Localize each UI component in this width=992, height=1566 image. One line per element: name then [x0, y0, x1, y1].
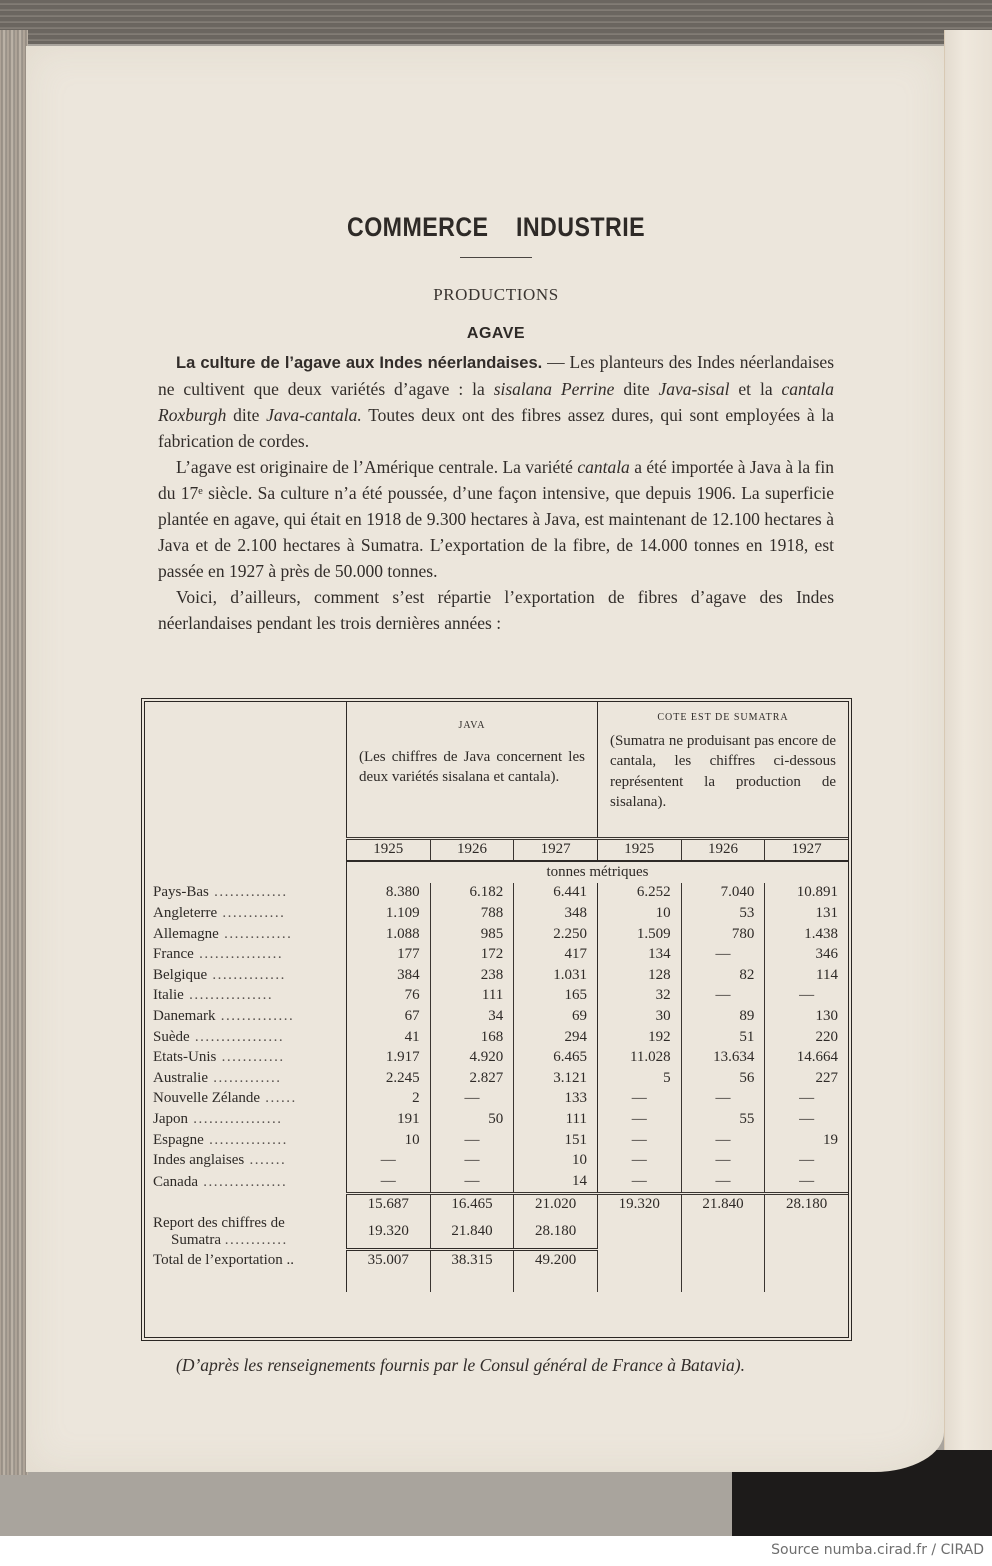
value-cell: —: [597, 1150, 681, 1171]
value-cell: 89: [681, 1006, 765, 1027]
report-cell: 21.840: [430, 1215, 514, 1249]
value-cell: 41: [346, 1027, 430, 1048]
page-content: [158, 212, 834, 636]
value-cell: 56: [681, 1068, 765, 1089]
empty-label: [145, 1271, 346, 1292]
report-label-line-1: Report des chiffres de: [153, 1215, 285, 1232]
value-cell: 1.031: [514, 965, 598, 986]
country-label: [145, 1006, 346, 1027]
value-cell: —: [597, 1171, 681, 1193]
value-cell: 191: [346, 1109, 430, 1130]
value-cell: 55: [681, 1109, 765, 1130]
empty-cell: [597, 1271, 681, 1292]
sumatra-header: [597, 702, 848, 838]
subtotal-cell: 15.687: [346, 1193, 430, 1215]
source-credit: Source numba.cirad.fr / CIRAD: [771, 1542, 984, 1558]
table-row: [145, 1171, 848, 1193]
java-header: [346, 702, 597, 838]
subtotal-cell: 28.180: [765, 1193, 848, 1215]
report-row: [145, 1215, 848, 1249]
year-java-1927: 1927: [514, 838, 598, 861]
country-name: Indes anglaises: [153, 1152, 245, 1169]
value-cell: 5: [597, 1068, 681, 1089]
value-cell: —: [681, 986, 765, 1007]
text-run: dite: [226, 405, 267, 425]
value-cell: 76: [346, 986, 430, 1007]
italic-term: Java-sisal: [658, 379, 730, 399]
subhead: PRODUCTIONS: [433, 285, 559, 304]
country-name: Pays-Bas: [153, 884, 209, 901]
value-cell: 10.891: [765, 883, 848, 904]
value-cell: 67: [346, 1006, 430, 1027]
country-label: [145, 986, 346, 1007]
table-row: [145, 1068, 848, 1089]
table-row: [145, 944, 848, 965]
value-cell: 348: [514, 903, 598, 924]
country-name: Australie: [153, 1069, 208, 1086]
country-name: Nouvelle Zélande: [153, 1090, 261, 1107]
value-cell: —: [765, 1109, 848, 1130]
value-cell: 10: [346, 1130, 430, 1151]
value-cell: 2: [346, 1089, 430, 1110]
value-cell: 1.088: [346, 924, 430, 945]
empty-cell: [681, 1271, 765, 1292]
value-cell: 114: [765, 965, 848, 986]
value-cell: —: [681, 1130, 765, 1151]
value-cell: 3.121: [514, 1068, 598, 1089]
next-page-edge: [944, 30, 992, 1450]
source-note: (D’après les renseignements fournis par le Consul général de France à Batavia).: [176, 1355, 745, 1375]
total-cell: 49.200: [514, 1249, 598, 1271]
value-cell: 10: [597, 903, 681, 924]
country-name: Allemagne: [153, 925, 219, 942]
text-run: a été importée à Java à la fin du 17ᵉ siècle. Sa culture n’a été poussée, d’une façon intensive, que depuis 1906. La superficie plantée en agave, qui était en 1918 de 9.300 hectares à Java, est maintenant de 12.100 hectares à Java et de 2.100 hectares à Sumatra. L’exportation de la fibre, de 14.000 tonnes en 1918, est passée en 1927 à près de 50.000 tonnes.: [158, 457, 835, 581]
report-label-text: Sumatra: [171, 1232, 221, 1249]
value-cell: 133: [514, 1089, 598, 1110]
value-cell: —: [430, 1150, 514, 1171]
value-cell: 985: [430, 924, 514, 945]
country-label: [145, 944, 346, 965]
value-cell: 51: [681, 1027, 765, 1048]
value-cell: 69: [514, 1006, 598, 1027]
value-cell: 2.827: [430, 1068, 514, 1089]
value-cell: —: [765, 986, 848, 1007]
empty-cell: [430, 1271, 514, 1292]
paragraph-1: [158, 349, 834, 454]
country-name: Suède: [153, 1028, 190, 1045]
value-cell: 32: [597, 986, 681, 1007]
leader-dots: ............: [216, 1049, 285, 1066]
leader-dots: ................: [193, 946, 284, 963]
text-run: dite: [614, 379, 659, 399]
table-row: [145, 1089, 848, 1110]
empty-corner: [145, 702, 346, 838]
value-cell: 172: [430, 944, 514, 965]
table-row: [145, 986, 848, 1007]
empty-cell: [765, 1271, 848, 1292]
value-cell: 227: [765, 1068, 848, 1089]
value-cell: —: [681, 1150, 765, 1171]
leader-dots: ..............: [207, 966, 286, 983]
text-run: L’agave est originaire de l’Amérique centrale. La variété: [176, 457, 578, 477]
value-cell: 1.109: [346, 903, 430, 924]
value-cell: —: [765, 1171, 848, 1193]
value-cell: 134: [597, 944, 681, 965]
empty-cell: [346, 1271, 430, 1292]
country-label: [145, 1150, 346, 1171]
country-label: [145, 903, 346, 924]
leader-dots: .............: [218, 925, 293, 942]
leader-dots: ..............: [208, 884, 288, 901]
value-cell: —: [430, 1130, 514, 1151]
value-cell: 111: [430, 986, 514, 1007]
country-label: [145, 1130, 346, 1151]
value-cell: 14.664: [765, 1047, 848, 1068]
country-name: Japon: [153, 1111, 188, 1128]
year-sumatra-1925: 1925: [597, 838, 681, 861]
total-cell: 38.315: [430, 1249, 514, 1271]
value-cell: —: [430, 1089, 514, 1110]
table-row: [145, 1109, 848, 1130]
value-cell: 177: [346, 944, 430, 965]
value-cell: 417: [514, 944, 598, 965]
export-table-frame: [141, 698, 852, 1341]
empty-cell: [765, 1249, 848, 1271]
leader-dots: ................: [197, 1173, 288, 1190]
title-rule: [460, 257, 532, 258]
value-cell: 30: [597, 1006, 681, 1027]
value-cell: —: [430, 1171, 514, 1193]
value-cell: 128: [597, 965, 681, 986]
value-cell: 220: [765, 1027, 848, 1048]
value-cell: —: [597, 1130, 681, 1151]
value-cell: 82: [681, 965, 765, 986]
report-label-line-2: [153, 1232, 336, 1249]
value-cell: 780: [681, 924, 765, 945]
leader-dots: ..............: [215, 1008, 295, 1025]
value-cell: 1.509: [597, 924, 681, 945]
value-cell: 130: [765, 1006, 848, 1027]
year-java-1926: 1926: [430, 838, 514, 861]
table-row: [145, 965, 848, 986]
group-header-row: [145, 702, 848, 838]
value-cell: 6.465: [514, 1047, 598, 1068]
italic-term: cantala: [577, 457, 630, 477]
value-cell: 294: [514, 1027, 598, 1048]
value-cell: 168: [430, 1027, 514, 1048]
country-label: [145, 924, 346, 945]
leader-dots: .............: [207, 1069, 282, 1086]
unit-row: [145, 861, 848, 883]
italic-term: Java-cantala.: [266, 405, 362, 425]
java-title: JAVA: [458, 720, 486, 731]
country-label: [145, 965, 346, 986]
export-table: [145, 702, 848, 1292]
value-cell: 2.245: [346, 1068, 430, 1089]
country-name: Belgique: [153, 966, 208, 983]
subtotal-cell: 21.840: [681, 1193, 765, 1215]
unit-label: tonnes métriques: [346, 861, 848, 883]
country-label: [145, 1068, 346, 1089]
value-cell: 151: [514, 1130, 598, 1151]
country-label: [145, 1047, 346, 1068]
leader-dots: ............: [224, 1232, 288, 1249]
table-row: [145, 1150, 848, 1171]
empty-label: [145, 838, 346, 861]
value-cell: 13.634: [681, 1047, 765, 1068]
value-cell: 4.920: [430, 1047, 514, 1068]
country-label: [145, 883, 346, 904]
value-cell: 346: [765, 944, 848, 965]
subtotal-cell: 19.320: [597, 1193, 681, 1215]
value-cell: 14: [514, 1171, 598, 1193]
table-row: [145, 1047, 848, 1068]
country-label: [145, 1089, 346, 1110]
total-cell: 35.007: [346, 1249, 430, 1271]
country-label: [145, 1171, 346, 1193]
value-cell: 1.438: [765, 924, 848, 945]
table-row: [145, 903, 848, 924]
paragraph-2: [158, 454, 834, 584]
year-java-1925: 1925: [346, 838, 430, 861]
leader-dots: .................: [188, 1111, 283, 1128]
value-cell: —: [681, 1171, 765, 1193]
empty-cell: [597, 1215, 681, 1249]
value-cell: 6.441: [514, 883, 598, 904]
value-cell: 7.040: [681, 883, 765, 904]
leader-dots: ............: [217, 905, 286, 922]
country-name: Danemark: [153, 1008, 216, 1025]
total-label: Total de l’exportation ..: [153, 1251, 294, 1268]
value-cell: 192: [597, 1027, 681, 1048]
section-title: COMMERCE INDUSTRIE: [346, 212, 645, 242]
value-cell: —: [597, 1089, 681, 1110]
paragraph-lead: La culture de l’agave aux Indes néerlandaises.: [176, 354, 543, 372]
value-cell: 238: [430, 965, 514, 986]
sumatra-title: COTE EST DE SUMATRA: [657, 712, 789, 723]
country-name: Espagne: [153, 1131, 204, 1148]
text-run: et la: [729, 379, 782, 399]
country-name: Canada: [153, 1173, 198, 1190]
empty-cell: [681, 1215, 765, 1249]
country-name: France: [153, 946, 194, 963]
empty-label: [145, 861, 346, 883]
value-cell: 34: [430, 1006, 514, 1027]
value-cell: —: [765, 1150, 848, 1171]
value-cell: 131: [765, 903, 848, 924]
book-top-edge: [0, 0, 992, 44]
report-cell: 28.180: [514, 1215, 598, 1249]
value-cell: 6.252: [597, 883, 681, 904]
empty-cell: [681, 1249, 765, 1271]
year-sumatra-1926: 1926: [681, 838, 765, 861]
paragraph-3: Voici, d’ailleurs, comment s’est répartie l’exportation de fibres d’agave des Indes néerlandaises pendant les trois dernières années :: [158, 587, 834, 633]
value-cell: —: [597, 1109, 681, 1130]
text-run: — Les planteurs des Indes néerlandaises ne cultivent que deux variétés d’agave : la: [158, 352, 834, 399]
year-row: [145, 838, 848, 861]
value-cell: 111: [514, 1109, 598, 1130]
table-row: [145, 924, 848, 945]
topic-heading: AGAVE: [466, 325, 526, 342]
value-cell: —: [681, 944, 765, 965]
book-left-edge: [0, 30, 28, 1475]
value-cell: —: [765, 1089, 848, 1110]
italic-term: cantala Roxburgh: [158, 379, 835, 425]
table-row: [145, 1027, 848, 1048]
table-row: [145, 1130, 848, 1151]
italic-term: sisalana Perrine: [493, 379, 615, 399]
value-cell: —: [681, 1089, 765, 1110]
leader-dots: .................: [189, 1028, 285, 1045]
value-cell: 2.250: [514, 924, 598, 945]
table-row: [145, 883, 848, 904]
year-sumatra-1927: 1927: [765, 838, 848, 861]
country-name: Angleterre: [153, 905, 218, 922]
country-label: [145, 1027, 346, 1048]
table-row: [145, 1006, 848, 1027]
subtotal-cell: 16.465: [430, 1193, 514, 1215]
tail-row: [145, 1271, 848, 1292]
subtotal-row: [145, 1193, 848, 1215]
sumatra-note: (Sumatra ne produisant pas encore de cantala, les chiffres ci-dessous représentent la production de sisalana).: [609, 732, 836, 810]
value-cell: 788: [430, 903, 514, 924]
country-name: Etats-Unis: [153, 1049, 217, 1066]
value-cell: 1.917: [346, 1047, 430, 1068]
value-cell: 165: [514, 986, 598, 1007]
empty-cell: [765, 1215, 848, 1249]
total-row: [145, 1249, 848, 1271]
leader-dots: .......: [244, 1152, 287, 1169]
value-cell: 8.380: [346, 883, 430, 904]
leader-dots: ................: [183, 987, 274, 1004]
value-cell: —: [346, 1171, 430, 1193]
value-cell: 19: [765, 1130, 848, 1151]
value-cell: 53: [681, 903, 765, 924]
value-cell: —: [346, 1150, 430, 1171]
value-cell: 384: [346, 965, 430, 986]
report-label: [145, 1215, 346, 1249]
leader-dots: ......: [260, 1090, 297, 1107]
value-cell: 11.028: [597, 1047, 681, 1068]
java-note: (Les chiffres de Java concernent les deux variétés sisalana et cantala).: [358, 748, 585, 785]
report-cell: 19.320: [346, 1215, 430, 1249]
country-name: Italie: [153, 987, 184, 1004]
text-run: Toutes deux ont des fibres assez dures, qui sont employées à la fabrication de cordes.: [158, 405, 834, 451]
empty-label: [145, 1193, 346, 1215]
country-label: [145, 1109, 346, 1130]
empty-cell: [597, 1249, 681, 1271]
value-cell: 6.182: [430, 883, 514, 904]
empty-cell: [514, 1271, 598, 1292]
value-cell: 50: [430, 1109, 514, 1130]
country-rows: [145, 883, 848, 1193]
leader-dots: ...............: [203, 1131, 288, 1148]
subtotal-cell: 21.020: [514, 1193, 598, 1215]
value-cell: 10: [514, 1150, 598, 1171]
